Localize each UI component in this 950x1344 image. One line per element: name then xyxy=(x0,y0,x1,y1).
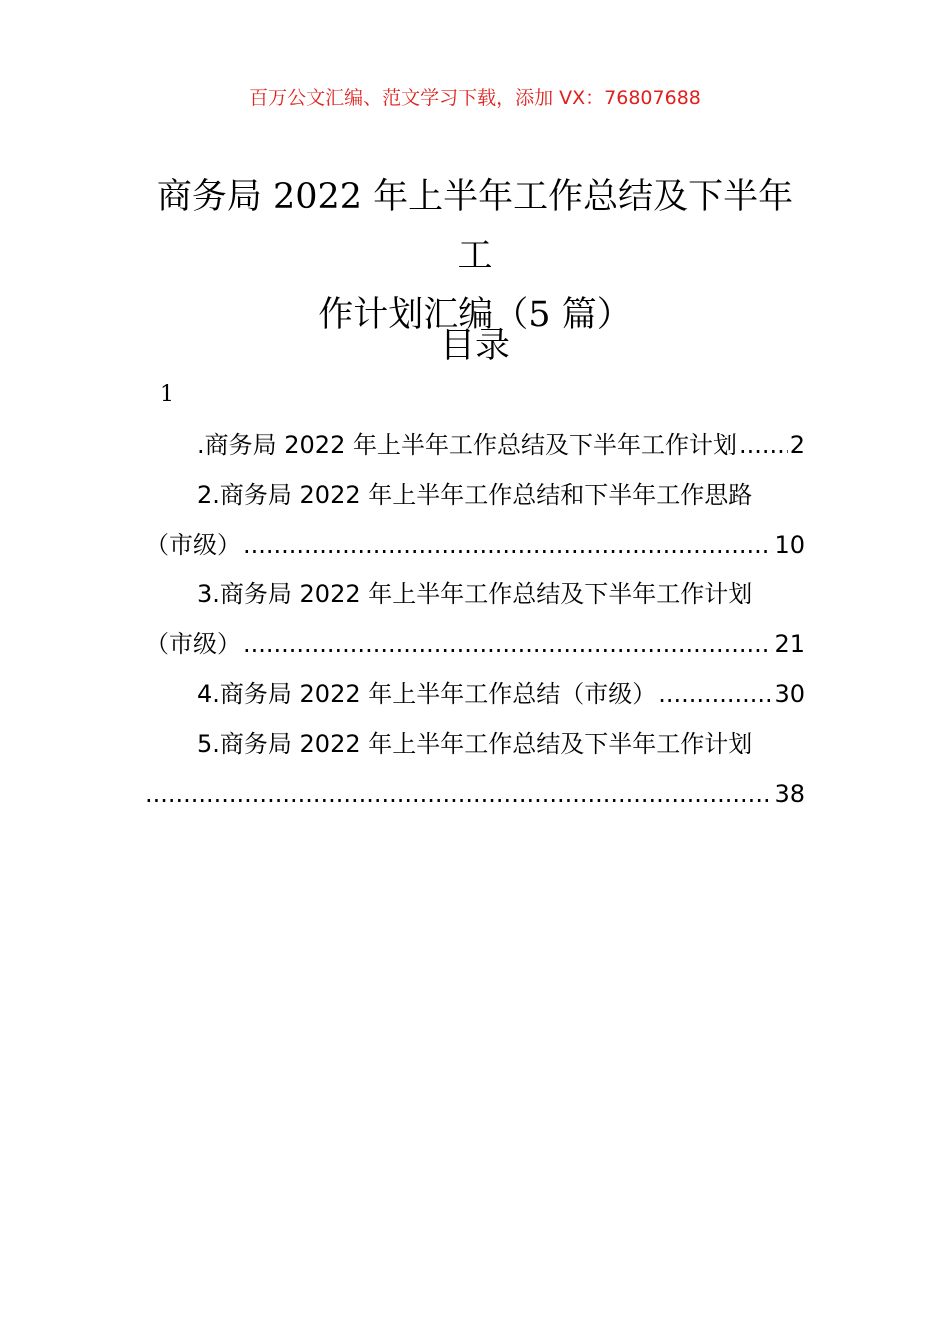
toc-entry-2-page: 10 xyxy=(774,530,805,559)
toc-entry-2-subtitle: （市级） xyxy=(145,530,241,559)
title-line-2: 作计划汇编（5 篇） xyxy=(318,295,632,335)
toc-leader-dots xyxy=(658,670,772,720)
toc-entry-4-page: 30 xyxy=(774,679,805,708)
toc-entry-1-page: 2 xyxy=(789,431,805,459)
toc-entry-5[interactable] xyxy=(145,720,805,770)
toc-heading: 目录 xyxy=(439,326,510,366)
toc-entry-5-continuation[interactable] xyxy=(145,770,805,820)
toc-leader-dots xyxy=(145,770,772,820)
toc-leader-dots xyxy=(243,620,772,670)
toc-entry-3-continuation[interactable] xyxy=(145,620,805,670)
toc-entry-4-title: 4.商务局 2022 年上半年工作总结（市级） xyxy=(197,679,657,708)
toc-entry-1[interactable] xyxy=(145,421,805,471)
toc-entry-5-page: 38 xyxy=(774,779,805,808)
title-line-1: 商务局 2022 年上半年工作总结及下半年工 xyxy=(156,177,794,276)
toc-entry-1-title: .商务局 2022 年上半年工作总结及下半年工作计划 xyxy=(197,431,737,459)
toc-prefix-number: 1 xyxy=(160,382,174,407)
promo-banner: 百万公文汇编、范文学习下载，添加 VX：76807688 xyxy=(249,87,701,109)
toc-entry-2-title: 2.商务局 2022 年上半年工作总结和下半年工作思路 xyxy=(197,480,753,509)
toc-entry-3-title: 3.商务局 2022 年上半年工作总结及下半年工作计划 xyxy=(197,580,753,609)
toc-entry-3-subtitle: （市级） xyxy=(145,630,241,659)
toc-entry-3-page: 21 xyxy=(774,630,805,659)
toc-leader-dots xyxy=(739,421,788,471)
toc-leader-dots xyxy=(243,521,772,571)
toc-entry-3[interactable] xyxy=(145,570,805,620)
toc-entry-2-continuation[interactable] xyxy=(145,521,805,571)
table-of-contents xyxy=(145,421,805,819)
toc-entry-4[interactable] xyxy=(145,670,805,720)
toc-entry-2[interactable] xyxy=(145,471,805,521)
toc-entry-5-title: 5.商务局 2022 年上半年工作总结及下半年工作计划 xyxy=(197,729,753,758)
